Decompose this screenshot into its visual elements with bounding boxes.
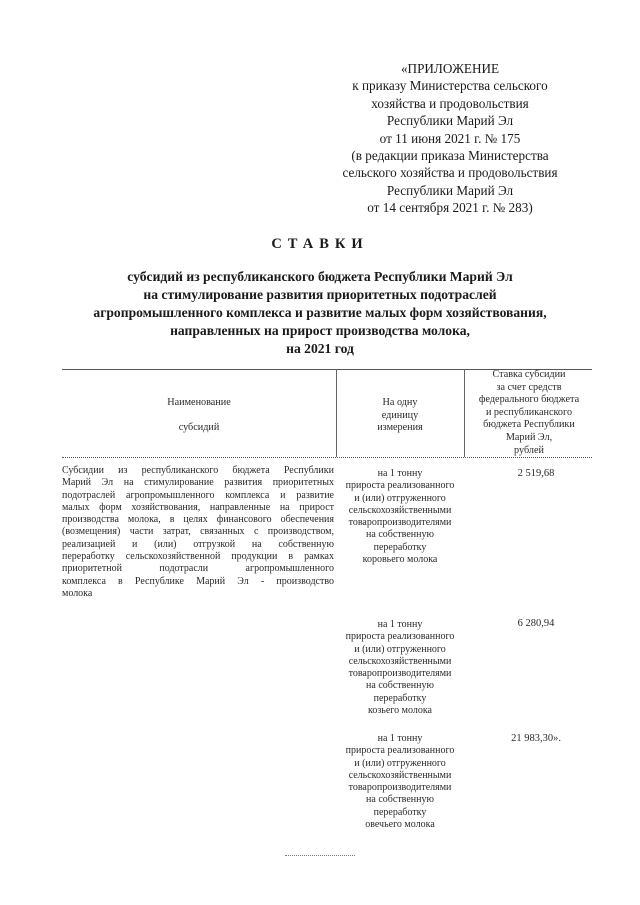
unit-line: переработку — [373, 541, 427, 553]
header-rate-line: бюджета Республики — [483, 419, 575, 431]
appendix-block — [300, 60, 600, 217]
unit-cell-cow-milk — [336, 468, 464, 566]
appendix-line: (в редакции приказа Министерства — [351, 148, 549, 164]
description-line: молока — [62, 587, 93, 599]
description-line: Субсидии из республиканского бюджета Республики — [62, 465, 334, 476]
appendix-line: от 14 сентября 2021 г. № 283) — [367, 200, 533, 216]
header-rate-line: федерального бюджета — [478, 394, 580, 406]
unit-line: и (или) отгруженного — [354, 492, 446, 504]
description-line: приоритетной подотрасли агропромышленного — [62, 563, 334, 575]
appendix-line: от 11 июня 2021 г. № 175 — [379, 130, 521, 146]
unit-line: на собственную — [366, 794, 434, 806]
header-name-cell — [62, 397, 336, 435]
unit-line: овечьего молока — [365, 819, 435, 831]
subsidy-description — [62, 465, 334, 600]
unit-line: сельскохозяйственными — [348, 769, 452, 781]
header-name-line: Наименование — [167, 397, 231, 408]
header-rate-line: Ставка субсидии — [492, 369, 566, 380]
document-subtitle — [40, 268, 600, 358]
rate-cell-sheep-milk: 21 983,30». — [511, 733, 561, 744]
header-rate-line: Марий Эл, — [505, 431, 553, 443]
header-unit-line: На одну — [382, 397, 418, 408]
description-line: переработку сельскохозяйственной продукции в рамках — [62, 551, 334, 563]
unit-cell-sheep-milk — [336, 733, 464, 831]
unit-line: на 1 тонну — [377, 619, 423, 630]
unit-line: на собственную — [366, 680, 434, 692]
header-name-line: субсидий — [178, 422, 220, 434]
unit-line: на собственную — [366, 529, 434, 541]
unit-line: переработку — [373, 806, 427, 818]
description-line: (возмещения) части затрат, связанных с производством, — [62, 526, 334, 538]
unit-line: на 1 тонну — [377, 733, 423, 744]
unit-line: товаропроизводителями — [348, 668, 452, 680]
appendix-line: «ПРИЛОЖЕНИЕ — [400, 61, 500, 76]
unit-line: и (или) отгруженного — [354, 757, 446, 769]
header-rate-cell — [466, 369, 592, 457]
description-line: комплекса в Республике Марий Эл - производство — [62, 575, 334, 587]
document-title: СТАВКИ — [271, 236, 369, 252]
unit-line: товаропроизводителями — [348, 782, 452, 794]
description-line: реализацией и (или) отгрузкой на собственную — [62, 538, 334, 550]
header-rate-line: рублей — [514, 444, 544, 456]
unit-line: коровьего молока — [362, 554, 438, 566]
unit-cell-goat-milk — [336, 619, 464, 717]
appendix-line: сельского хозяйства и продовольствия — [342, 165, 558, 181]
unit-line: прироста реализованного — [345, 745, 455, 757]
unit-line: сельскохозяйственными — [348, 504, 452, 516]
unit-line: козьего молока — [368, 705, 432, 717]
header-unit-line: измерения — [377, 422, 423, 434]
unit-line: на 1 тонну — [377, 468, 423, 479]
unit-line: и (или) отгруженного — [354, 643, 446, 655]
description-line: подотраслей агропромышленного комплекса и развитие — [62, 489, 334, 501]
unit-line: товаропроизводителями — [348, 517, 452, 529]
header-rate-line: и республиканского — [485, 406, 573, 418]
appendix-line: Республики Марий Эл — [386, 113, 514, 129]
header-rate-line: за счет средств — [496, 381, 562, 393]
description-line: производства молока, в целях финансового обеспечения — [62, 514, 334, 526]
appendix-line: хозяйства и продовольствия — [371, 95, 529, 111]
description-line: малых форм хозяйствования, направленные на прирост — [62, 501, 334, 513]
description-line: Марий Эл на стимулирование развития приоритетных — [62, 477, 334, 489]
appendix-line: к приказу Министерства сельского — [352, 78, 548, 94]
subtitle-line: на стимулирование развития приоритетных подотраслей — [143, 287, 497, 302]
subtitle-line: направленных на прирост производства молока, — [170, 323, 470, 338]
unit-line: переработку — [373, 692, 427, 704]
rate-cell-goat-milk: 6 280,94 — [517, 618, 555, 629]
header-unit-cell — [336, 397, 464, 435]
header-name-line — [62, 410, 336, 423]
header-unit-line: единицу — [381, 409, 419, 421]
subtitle-line: на 2021 год — [286, 341, 354, 356]
subtitle-line: субсидий из республиканского бюджета Республики Марий Эл — [127, 269, 513, 284]
appendix-line: Республики Марий Эл — [386, 182, 514, 198]
subtitle-line: агропромышленного комплекса и развитие малых форм хозяйствования, — [93, 305, 547, 320]
unit-line: прироста реализованного — [345, 480, 455, 492]
document-end-divider — [285, 855, 355, 856]
rate-cell-cow-milk: 2 519,68 — [517, 468, 555, 479]
table-column-divider — [464, 369, 465, 457]
unit-line: прироста реализованного — [345, 631, 455, 643]
unit-line: сельскохозяйственными — [348, 655, 452, 667]
